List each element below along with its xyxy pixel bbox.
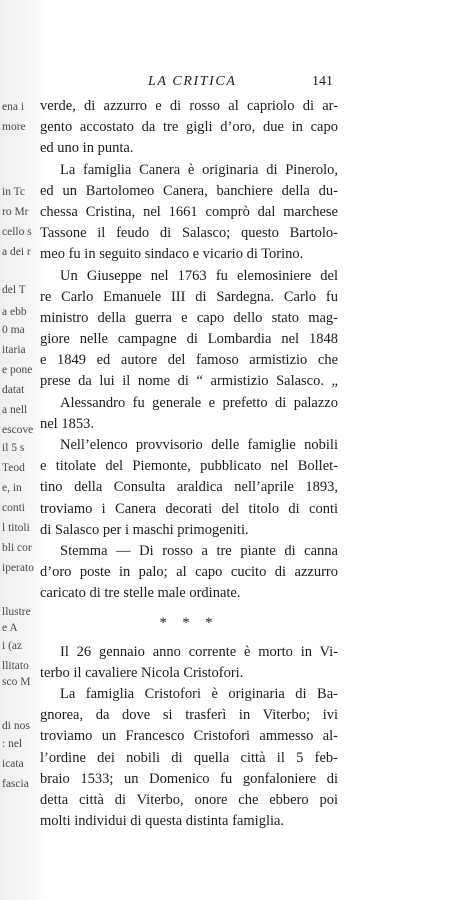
facing-page-fragment: il 5 s — [2, 442, 25, 454]
facing-page-fragment: e, in — [2, 482, 22, 494]
facing-page-fragment: datat — [2, 384, 25, 396]
text-line: ed un Bartolomeo Canera, banchiere della du- — [40, 182, 338, 199]
page-number: 141 — [312, 74, 333, 89]
text-line: La famiglia Cristofori è originaria di Ba- — [60, 686, 338, 703]
facing-page-fragment: more — [2, 121, 26, 133]
text-line: troviamo i Canera decorati del titolo di conti — [40, 500, 338, 517]
text-line: molti individui di questa distinta famiglia. — [40, 813, 285, 830]
text-line: ed uno in punta. — [40, 140, 134, 157]
facing-page-fragment: i (az — [2, 640, 23, 652]
facing-page-fragment: ena i — [2, 101, 25, 113]
text-line: ministro della guerra e capo dello stato mag- — [40, 309, 338, 326]
facing-page-fragment: conti — [2, 502, 25, 514]
text-line: La famiglia Canera è originaria di Pinerolo, — [60, 161, 338, 178]
facing-page-fragment: e pone — [2, 364, 33, 376]
text-line: verde, di azzurro e di rosso al capriolo di ar- — [40, 98, 338, 114]
text-line: nel 1853. — [40, 415, 94, 432]
text-line: detta città di Viterbo, onore che ebbero poi — [40, 792, 338, 808]
facing-page-fragment: cello s — [2, 226, 32, 238]
text-line: Tassone il feudo di Salasco; questo Bartolo- — [40, 225, 338, 242]
text-line: Un Giuseppe nel 1763 fu elemosiniere del — [60, 267, 338, 284]
facing-page-fragment: icata — [2, 758, 24, 770]
facing-page-fragment: in Tc — [2, 186, 25, 198]
text-line: gnorea, da dove si trasferì in Viterbo; ivi — [40, 707, 338, 724]
text-line: Alessandro fu generale e prefetto di palazzo — [60, 394, 338, 411]
text-line: prese da lui il nome di “ armistizio Salasco. „ — [40, 373, 338, 390]
text-line: chessa Cristina, nel 1661 comprò dal marchese — [40, 203, 338, 220]
facing-page-fragment: llitato — [2, 660, 29, 672]
text-line: troviamo un Francesco Cristofori ammesso al- — [40, 728, 338, 745]
text-line: giore nelle campagne di Lombardia nel 1848 — [40, 331, 338, 348]
facing-page-margin — [0, 0, 44, 900]
text-line: meo fu in seguito sindaco e vicario di Torino. — [40, 246, 304, 263]
facing-page-fragment: di nos — [2, 720, 30, 732]
facing-page-fragment: a ebb — [2, 306, 27, 318]
facing-page-fragment: 0 ma — [2, 324, 25, 336]
text-line: Nell’elenco provvisorio delle famiglie nobili — [60, 437, 338, 453]
text-line: Il 26 gennaio anno corrente è morto in Vi- — [60, 643, 338, 660]
text-line: Stemma — Di rosso a tre piante di canna — [60, 542, 338, 559]
facing-page-fragment: a dei r — [2, 246, 31, 258]
text-line: braio 1533; un Domenico fu gonfaloniere di — [40, 770, 338, 787]
facing-page-fragment: llustre — [2, 606, 31, 618]
facing-page-fragment: sco M — [2, 676, 31, 688]
text-line: e 1849 ed autore del famoso armistizio che — [40, 352, 338, 369]
text-line: terbo il cavaliere Nicola Cristofori. — [40, 664, 244, 681]
section-separator: * * * — [159, 614, 219, 631]
running-head: LA CRITICA — [148, 74, 237, 89]
text-line: di Salasco per i maschi primogeniti. — [40, 521, 249, 538]
facing-page-fragment: fascia — [2, 778, 29, 790]
facing-page-fragment: ro Mr — [2, 206, 29, 218]
text-line: e titolate del Piemonte, pubblicato nel Bollet- — [40, 458, 338, 475]
facing-page-fragment: bli cor — [2, 542, 32, 554]
text-line: d’oro poste in palo; al capo cucito di azzurro — [40, 564, 338, 581]
facing-page-fragment: del T — [2, 284, 26, 296]
text-line: l’ordine dei nobili di quella città il 5 feb- — [40, 749, 338, 766]
facing-page-fragment: escove — [2, 424, 34, 436]
facing-page-fragment: itaria — [2, 344, 26, 356]
facing-page-fragment: a nell — [2, 404, 28, 416]
text-line: tino della Consulta araldica nell’aprile 1893, — [40, 479, 338, 496]
facing-page-fragment: l titoli — [2, 522, 30, 534]
text-line: re Carlo Emanuele III di Sardegna. Carlo fu — [40, 288, 338, 305]
facing-page-fragment: Teod — [2, 462, 25, 474]
body-text — [40, 96, 338, 832]
facing-page-fragment: : nel — [2, 738, 23, 750]
facing-page-fragment: e A — [2, 622, 18, 634]
text-line: gento accostato da tre gigli d’oro, due in capo — [40, 119, 338, 136]
facing-page-fragment: iperato — [2, 562, 34, 574]
text-line: caricato di tre stelle male ordinate. — [40, 585, 241, 602]
